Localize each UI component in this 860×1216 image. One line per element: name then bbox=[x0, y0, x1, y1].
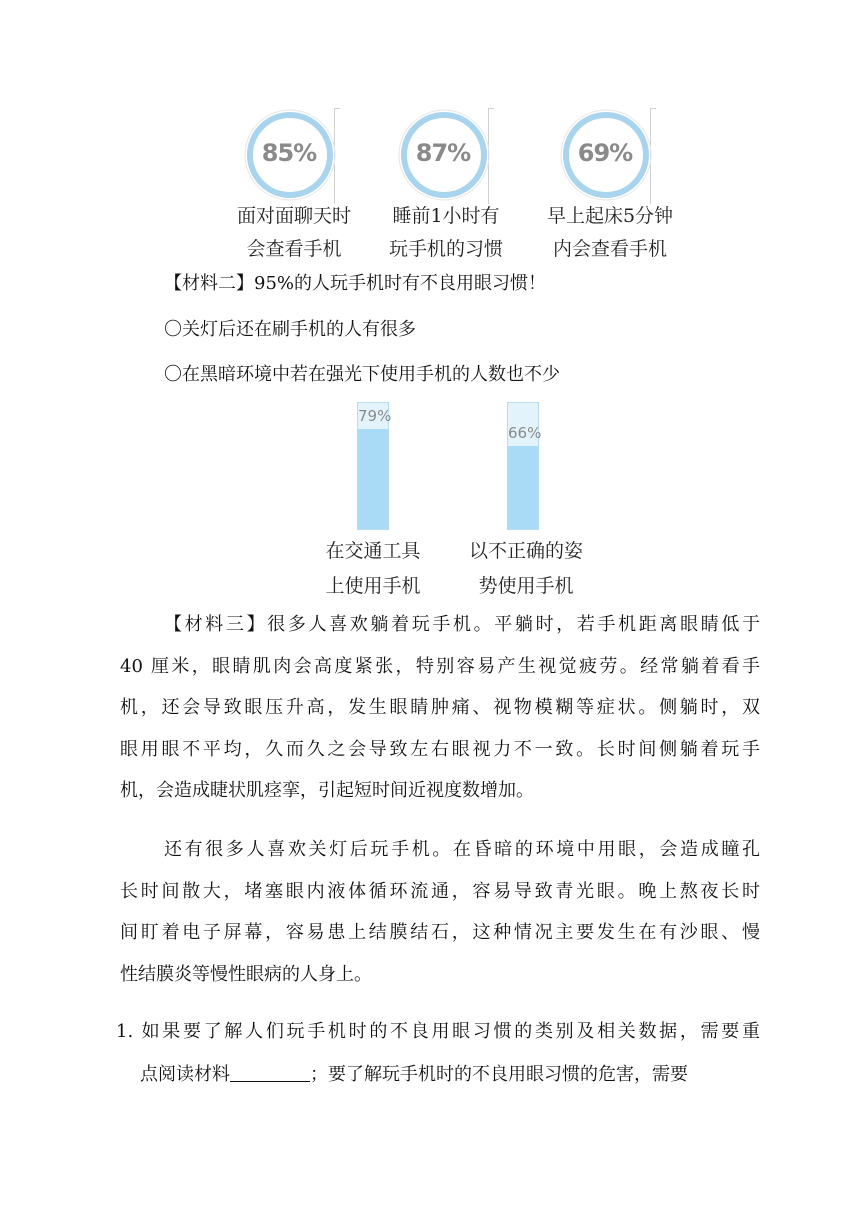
ring-chart-1 bbox=[244, 108, 340, 204]
text-line: 眼用眼不平均，久而久之会导致左右眼视力不一致。长时间侧躺着玩手 bbox=[120, 738, 760, 760]
answer-blank[interactable] bbox=[230, 1063, 310, 1082]
material2-heading: 【材料二】95%的人玩手机时有不良用眼习惯！ bbox=[164, 273, 547, 294]
text-line: 机，还会导致眼压升高，发生眼睛肿痛、视物模糊等症状。侧躺时，双 bbox=[120, 697, 760, 719]
bar-fill bbox=[508, 446, 538, 529]
bar-percent: 79% bbox=[358, 407, 392, 425]
ring-percent: 87% bbox=[415, 139, 471, 167]
material2-item2: 〇在黑暗环境中若在强光下使用手机的人数也不少 bbox=[164, 364, 560, 385]
ring-caption-3b: 内会查看手机 bbox=[552, 238, 667, 260]
text-line: 40 厘米，眼睛肌肉会高度紧张，特别容易产生视觉疲劳。经常躺着看手 bbox=[120, 655, 760, 677]
text-line: 间盯着电子屏幕，容易患上结膜结石，这种情况主要发生在有沙眼、慢 bbox=[120, 922, 760, 944]
bar-fill bbox=[358, 429, 388, 529]
material3-paragraph-2 bbox=[120, 829, 760, 995]
question-line-2 bbox=[140, 1060, 688, 1086]
text-line: 【材料三】很多人喜欢躺着玩手机。平躺时，若手机距离眼睛低于 bbox=[164, 614, 760, 635]
bar-caption-1a: 在交通工具 bbox=[325, 540, 421, 562]
question-line-1: 1. 如果要了解人们玩手机时的不良用眼习惯的类别及相关数据，需要重 bbox=[116, 1021, 760, 1042]
ring-caption-1b: 会查看手机 bbox=[246, 238, 342, 260]
text-line: 还有很多人喜欢关灯后玩手机。在昏暗的环境中用眼，会造成瞳孔 bbox=[164, 839, 760, 860]
text-line: 长时间散大，堵塞眼内液体循环流通，容易导致青光眼。晚上熬夜长时 bbox=[120, 880, 760, 902]
ring-percent: 85% bbox=[261, 139, 317, 167]
bar-percent: 66% bbox=[508, 424, 542, 442]
ring-chart-3 bbox=[560, 108, 656, 204]
material2-item1: 〇关灯后还在刷手机的人有很多 bbox=[164, 319, 416, 340]
ring-caption-2b: 玩手机的习惯 bbox=[388, 238, 503, 260]
bar-caption-1b: 上使用手机 bbox=[325, 575, 421, 597]
ring-percent: 69% bbox=[577, 139, 633, 167]
ring-caption-1a: 面对面聊天时 bbox=[236, 205, 351, 227]
text-line: 性结膜炎等慢性眼病的人身上。 bbox=[120, 963, 372, 985]
ring-caption-3a: 早上起床5分钟 bbox=[546, 205, 674, 227]
ring-caption-2a: 睡前1小时有 bbox=[392, 205, 500, 227]
text-line: 机，会造成睫状肌痉挛，引起短时间近视度数增加。 bbox=[120, 780, 534, 802]
question-text-b: ；要了解玩手机时的不良用眼习惯的危害，需要 bbox=[310, 1064, 688, 1085]
bar-caption-2b: 势使用手机 bbox=[478, 575, 574, 597]
bar-2 bbox=[507, 402, 542, 530]
bar-1 bbox=[357, 402, 392, 530]
ring-chart-2 bbox=[398, 108, 494, 204]
material3-paragraph-1 bbox=[120, 604, 760, 812]
bar-caption-2a: 以不正确的姿 bbox=[468, 540, 583, 562]
question-text-a: 点阅读材料 bbox=[140, 1064, 230, 1085]
